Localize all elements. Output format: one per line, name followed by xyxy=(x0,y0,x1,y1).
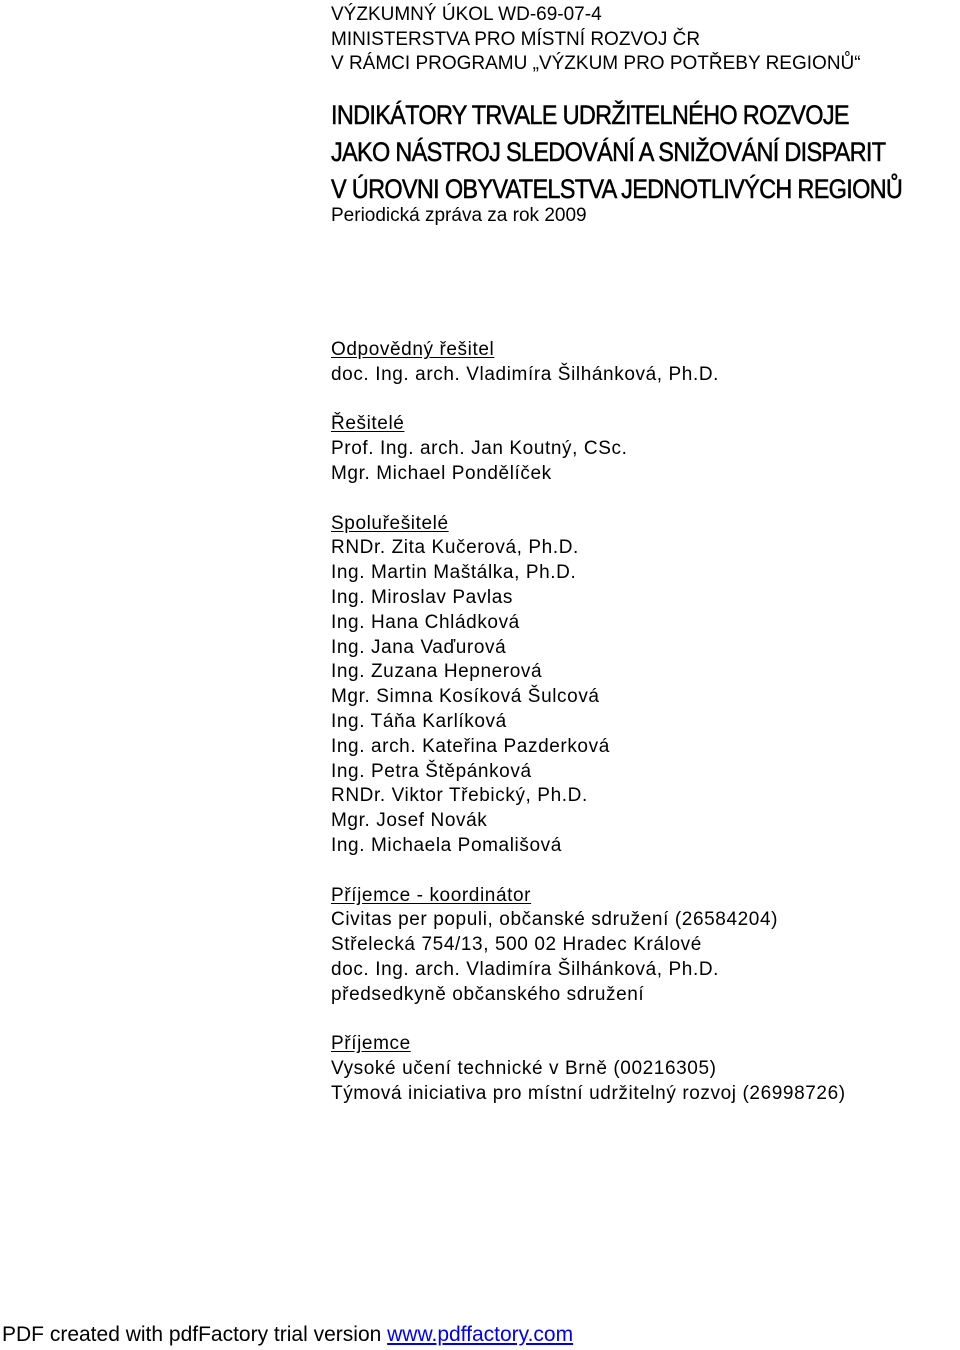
list-item: Ing. Michaela Pomališová xyxy=(331,834,562,856)
list-item: Prof. Ing. arch. Jan Koutný, CSc. xyxy=(331,438,628,460)
header-block xyxy=(331,3,861,77)
section-co-researchers xyxy=(331,512,846,859)
section-heading: Příjemce xyxy=(331,1033,411,1055)
footer-text: PDF created with pdfFactory trial version xyxy=(2,1323,388,1346)
footer-link[interactable]: www.pdffactory.com xyxy=(387,1323,574,1346)
list-item: Ing. Martin Maštálka, Ph.D. xyxy=(331,562,577,584)
list-item: Ing. Jana Vaďurová xyxy=(331,636,507,658)
list-item: Ing. Hana Chládková xyxy=(331,611,520,633)
section-heading: Odpovědný řešitel xyxy=(331,339,495,360)
header-line-2: MINISTERSTVA PRO MÍSTNÍ ROZVOJ ČR xyxy=(331,28,701,50)
list-item: RNDr. Viktor Třebický, Ph.D. xyxy=(331,785,588,807)
list-item: Mgr. Josef Novák xyxy=(331,810,488,832)
list-item: Ing. arch. Kateřina Pazderková xyxy=(331,735,610,757)
section-responsible-researcher xyxy=(331,338,846,388)
document-subtitle: Periodická zpráva za rok 2009 xyxy=(331,205,587,226)
section-heading: Řešitelé xyxy=(331,413,405,435)
title-line-3: V ÚROVNI OBYVATELSTVA JEDNOTLIVÝCH REGIONŮ xyxy=(331,174,903,204)
header-line-1: VÝZKUMNÝ ÚKOL WD-69-07-4 xyxy=(331,4,602,25)
section-heading: Příjemce - koordinátor xyxy=(331,884,532,906)
list-item: Mgr. Michael Pondělíček xyxy=(331,462,552,484)
section-heading: Spoluřešitelé xyxy=(331,512,449,534)
list-item: Ing. Zuzana Hepnerová xyxy=(331,661,543,683)
list-item: Vysoké učení technické v Brně (00216305) xyxy=(331,1058,717,1080)
list-item: Střelecká 754/13, 500 02 Hradec Králové xyxy=(331,934,702,956)
section-recipient-coordinator xyxy=(331,884,846,1008)
document-title xyxy=(331,97,902,208)
list-item: doc. Ing. arch. Vladimíra Šilhánková, Ph.D. xyxy=(331,958,720,980)
pdf-footer xyxy=(2,1322,573,1348)
list-item: předsedkyně občanského sdružení xyxy=(331,983,645,1005)
list-item: Mgr. Simna Kosíková Šulcová xyxy=(331,686,600,708)
list-item: Ing. Táňa Karlíková xyxy=(331,710,507,732)
section-recipient xyxy=(331,1032,846,1106)
list-item: Civitas per populi, občanské sdružení (26584204) xyxy=(331,909,779,931)
list-item: doc. Ing. arch. Vladimíra Šilhánková, Ph.D. xyxy=(331,363,720,385)
list-item: Týmová iniciativa pro místní udržitelný rozvoj (26998726) xyxy=(331,1082,846,1104)
list-item: Ing. Petra Štěpánková xyxy=(331,760,532,782)
team-list xyxy=(331,338,846,1132)
title-line-1: INDIKÁTORY TRVALE UDRŽITELNÉHO ROZVOJE xyxy=(331,100,849,130)
title-line-2: JAKO NÁSTROJ SLEDOVÁNÍ A SNIŽOVÁNÍ DISPARIT xyxy=(331,137,886,167)
list-item: Ing. Miroslav Pavlas xyxy=(331,586,514,608)
header-line-3: V RÁMCI PROGRAMU „VÝZKUM PRO POTŘEBY REGIONŮ“ xyxy=(331,53,861,74)
section-researchers xyxy=(331,412,846,486)
list-item: RNDr. Zita Kučerová, Ph.D. xyxy=(331,537,579,559)
